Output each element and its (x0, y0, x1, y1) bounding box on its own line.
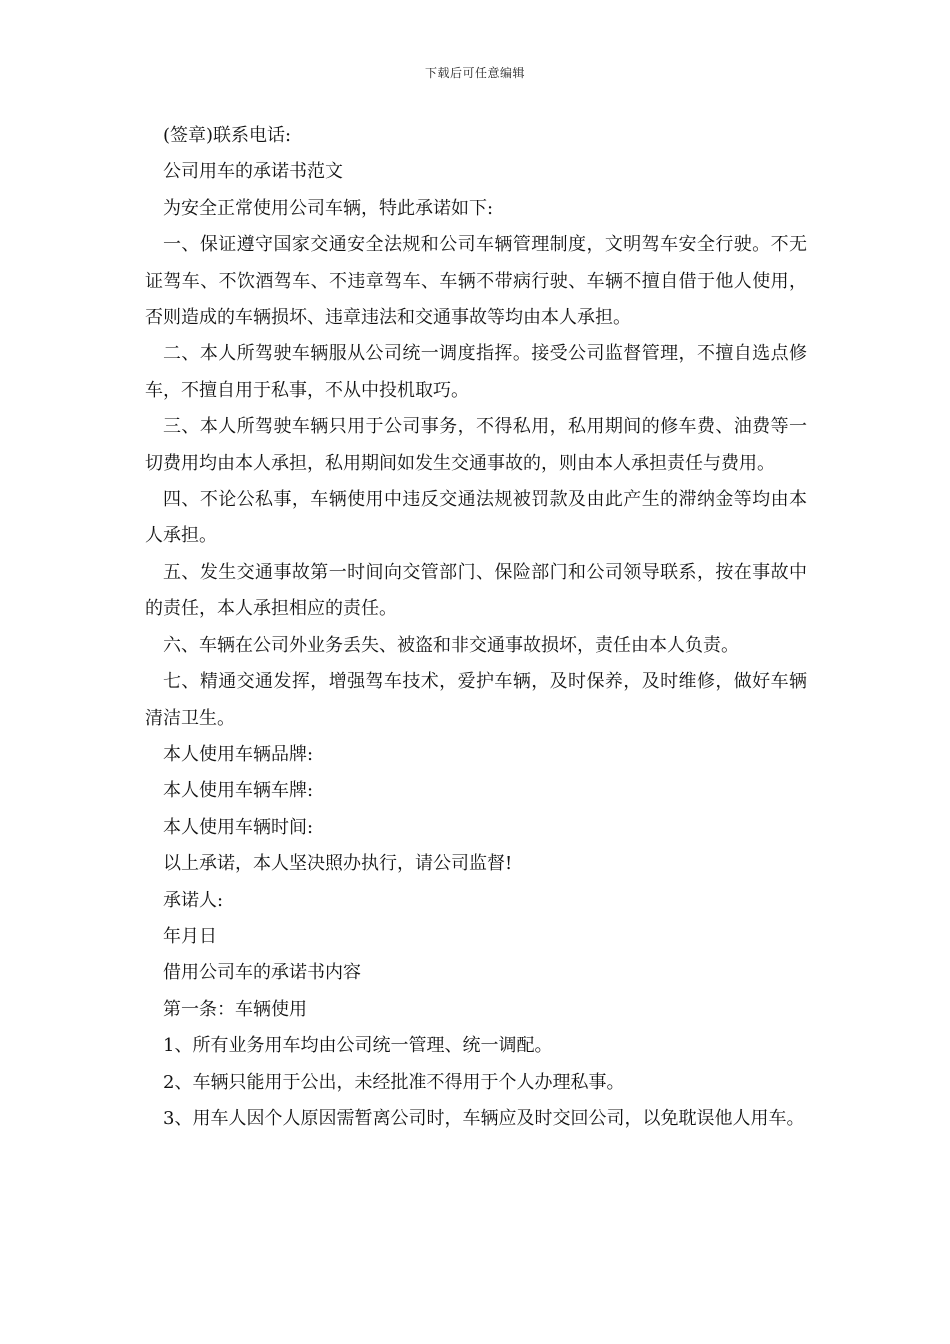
paragraph-rule-1: 1、所有业务用车均由公司统一管理、统一调配。 (163, 1035, 553, 1057)
field-pledger: 承诺人: (163, 889, 224, 911)
paragraph-rule-3: 3、用车人因个人原因需暂离公司时，车辆应及时交回公司，以免耽误他人用车。 (163, 1107, 805, 1129)
header-note: 下载后可任意编辑 (424, 66, 525, 80)
paragraph-item-5: 五、发生交通事故第一时间向交管部门、保险部门和公司领导联系，按在事故中的责任，本人承担相应的责任。 (145, 561, 807, 620)
paragraph-commitment: 以上承诺，本人坚决照办执行，请公司监督! (163, 853, 513, 875)
paragraph-item-4: 四、不论公私事，车辆使用中违反交通法规被罚款及由此产生的滞纳金等均由本人承担。 (145, 489, 807, 547)
paragraph-item-7: 七、精通交通发挥，增强驾车技术，爱护车辆，及时保养，及时维修，做好车辆清洁卫生。 (145, 671, 807, 729)
paragraph-article-1: 第一条：车辆使用 (163, 998, 307, 1020)
paragraph-rule-2: 2、车辆只能用于公出，未经批准不得用于个人办理私事。 (163, 1071, 625, 1093)
paragraph-title-company-car-pledge: 公司用车的承诺书范文 (163, 161, 343, 183)
paragraph-item-1: 一、保证遵守国家交通安全法规和公司车辆管理制度，文明驾车安全行驶。不无证驾车、不饮酒驾车、不违章驾车、车辆不带病行驶、车辆不擅自借于他人使用，否则造成的车辆损坏、违章违法和交通事故等均由本人承担。 (145, 234, 807, 329)
paragraph-signature-phone: (签章)联系电话: (163, 125, 292, 146)
document-body (145, 118, 807, 1137)
field-vehicle-plate: 本人使用车辆车牌: (163, 780, 314, 802)
paragraph-title-borrow-car-pledge: 借用公司车的承诺书内容 (163, 962, 361, 984)
paragraph-item-2: 二、本人所驾驶车辆服从公司统一调度指挥。接受公司监督管理，不擅自选点修车，不擅自用于私事，不从中投机取巧。 (145, 343, 807, 401)
field-vehicle-brand: 本人使用车辆品牌: (163, 743, 314, 765)
field-vehicle-time: 本人使用车辆时间: (163, 816, 314, 838)
paragraph-item-3: 三、本人所驾驶车辆只用于公司事务，不得私用，私用期间的修车费、油费等一切费用均由本人承担，私用期间如发生交通事故的，则由本人承担责任与费用。 (145, 416, 807, 474)
paragraph-item-6: 六、车辆在公司外业务丢失、被盗和非交通事故损坏，责任由本人负责。 (163, 634, 739, 656)
paragraph-intro: 为安全正常使用公司车辆，特此承诺如下: (163, 197, 494, 219)
field-date: 年月日 (163, 925, 217, 947)
